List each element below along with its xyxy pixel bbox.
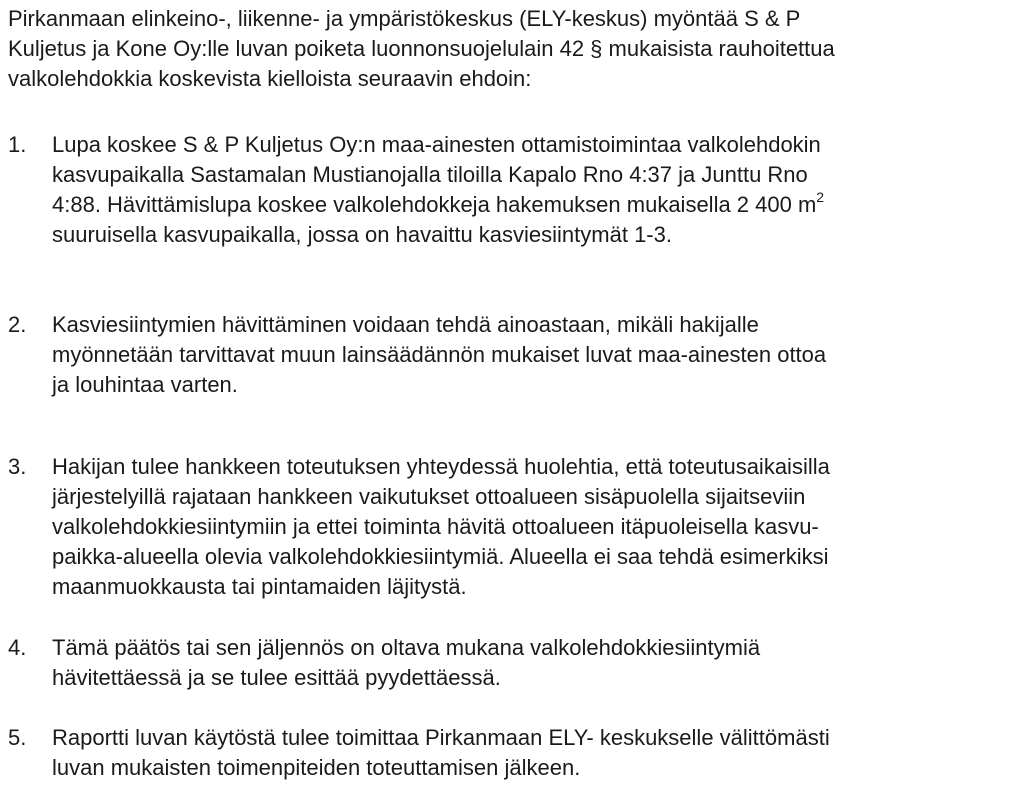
- list-item-line: suuruisella kasvupaikalla, jossa on havaittu kasviesiintymät 1-3.: [52, 222, 672, 247]
- list-item-line: Raportti luvan käytöstä tulee toimittaa Pirkanmaan ELY- keskukselle välittömästi: [52, 725, 830, 750]
- list-item-line: myönnetään tarvittavat muun lainsäädännön mukaiset luvat maa-ainesten ottoa: [52, 342, 827, 367]
- list-item-text: [52, 723, 830, 783]
- list-item-number: 1.: [8, 132, 27, 157]
- superscript-squared: 2: [816, 188, 825, 205]
- list-item-line: Tämä päätös tai sen jäljennös on oltava mukana valkolehdokkiesiintymiä: [52, 635, 761, 660]
- list-item-line: valkolehdokkiesiintymiin ja ettei toiminta hävitä ottoalueen itäpuoleisella kasvu-: [52, 514, 819, 539]
- list-item-line: järjestelyillä rajataan hankkeen vaikutukset ottoalueen sisäpuolella sijaitseviin: [52, 484, 806, 509]
- intro-line: Kuljetus ja Kone Oy:lle luvan poiketa luonnonsuojelulain 42 § mukaisista rauhoitettua: [8, 36, 835, 61]
- list-item-line: ja louhintaa varten.: [52, 372, 238, 397]
- list-item-line: Hakijan tulee hankkeen toteutuksen yhteydessä huolehtia, että toteutusaikaisilla: [52, 454, 830, 479]
- list-item-text: [52, 130, 824, 250]
- intro-paragraph: [8, 4, 1018, 94]
- list-item-number: 4.: [8, 635, 27, 660]
- list-item-line: maanmuokkausta tai pintamaiden läjitystä.: [52, 574, 467, 599]
- list-item-line-text: 4:88. Hävittämislupa koskee valkolehdokkeja hakemuksen mukaisella 2 400 m: [52, 192, 817, 217]
- intro-line: valkolehdokkia koskevista kielloista seuraavin ehdoin:: [8, 66, 532, 91]
- list-item-line: Lupa koskee S & P Kuljetus Oy:n maa-ainesten ottamistoimintaa valkolehdokin: [52, 132, 821, 157]
- list-item-text: [52, 310, 826, 400]
- list-item-number: 2.: [8, 312, 27, 337]
- list-item-number: 5.: [8, 725, 27, 750]
- list-item-line: hävitettäessä ja se tulee esittää pyydettäessä.: [52, 665, 501, 690]
- list-item-number: 3.: [8, 454, 27, 479]
- list-item-text: [52, 633, 760, 693]
- list-item-line: [52, 190, 824, 220]
- list-item-line: paikka-alueella olevia valkolehdokkiesiintymiä. Alueella ei saa tehdä esimerkiksi: [52, 544, 829, 569]
- list-item-text: [52, 452, 830, 602]
- list-item-line: kasvupaikalla Sastamalan Mustianojalla tiloilla Kapalo Rno 4:37 ja Junttu Rno: [52, 162, 808, 187]
- list-item-line: Kasviesiintymien hävittäminen voidaan tehdä ainoastaan, mikäli hakijalle: [52, 312, 759, 337]
- list-item-line: luvan mukaisten toimenpiteiden toteuttamisen jälkeen.: [52, 755, 581, 780]
- intro-line: Pirkanmaan elinkeino-, liikenne- ja ympäristökeskus (ELY-keskus) myöntää S & P: [8, 6, 801, 31]
